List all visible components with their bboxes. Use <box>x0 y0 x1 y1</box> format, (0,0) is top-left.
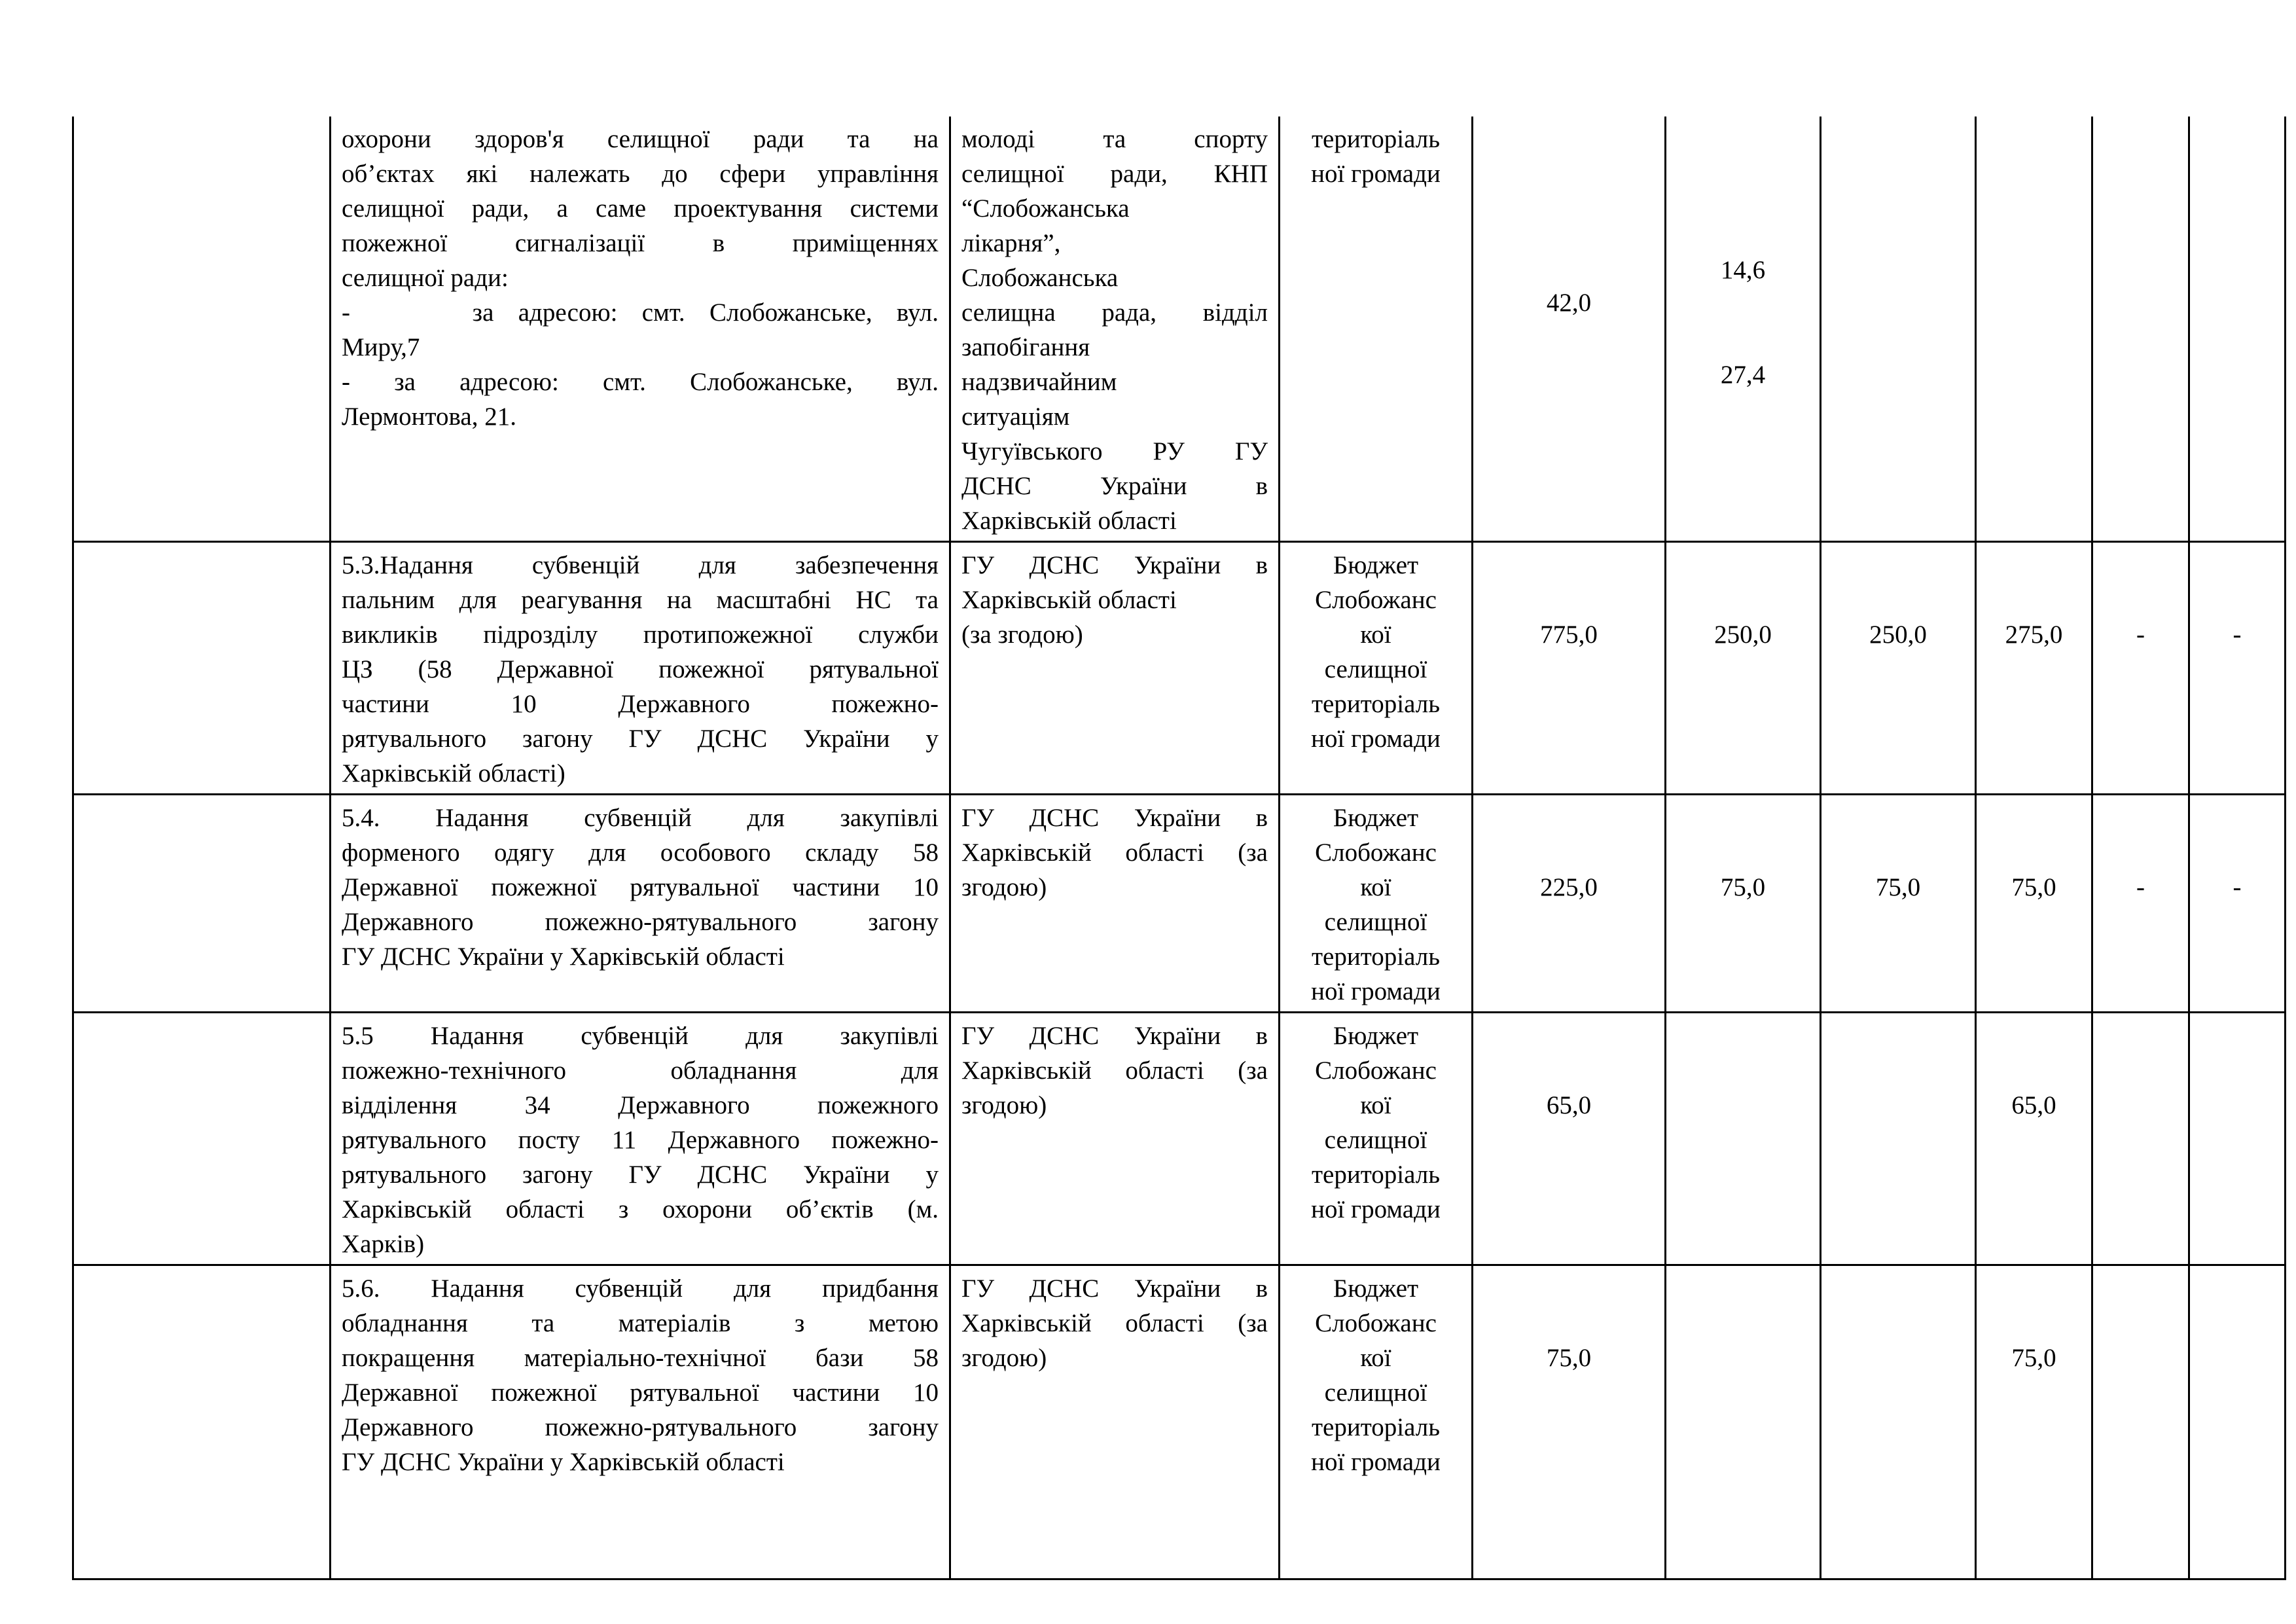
text-line: Чугуївського РУ ГУ <box>961 437 1268 465</box>
text-line: ГУ ДСНС України в <box>961 551 1268 579</box>
text-line: згодою) <box>961 1344 1047 1372</box>
text-line: лікарня”, <box>961 229 1061 257</box>
year3-amount-cell <box>1976 117 2092 542</box>
text-line: територіаль <box>1312 690 1440 718</box>
year3-amount-cell: 75,0 <box>1976 795 2092 1013</box>
text-line: Харківській області (за <box>961 1056 1268 1085</box>
total-amount-cell <box>1473 117 1666 542</box>
year1-amount-cell: 75,0 <box>1666 795 1821 1013</box>
text-line: охорони здоров'я селищної ради та на <box>342 125 939 153</box>
text-line: форменого одягу для особового складу 58 <box>342 839 939 867</box>
text-line: запобігання <box>961 333 1090 361</box>
year3-amount-cell: 65,0 <box>1976 1013 2092 1265</box>
year3-amount-cell: 275,0 <box>1976 542 2092 795</box>
extra-col-1-cell <box>2092 117 2189 542</box>
text-line: 5.6. Надання субвенцій для придбання <box>342 1274 939 1303</box>
text-line: кої <box>1360 873 1391 901</box>
text-line: Державної пожежної рятувальної частини 10 <box>342 873 939 901</box>
text-line: 5.3.Надання субвенцій для забезпечення <box>342 551 939 579</box>
text-line: (за згодою) <box>961 621 1083 649</box>
extra-col-2-cell <box>2189 1013 2286 1265</box>
text-line: кої <box>1360 1344 1391 1372</box>
text-line: територіаль <box>1312 943 1440 971</box>
text-line: територіаль <box>1312 1161 1440 1189</box>
measure-description-cell <box>331 542 950 795</box>
text-line: Державного пожежно-рятувального загону <box>342 1413 939 1441</box>
text-line: селищної ради: <box>342 264 509 292</box>
text-line: ної громади <box>1311 1448 1441 1476</box>
total-amount: 42,0 <box>1546 289 1592 317</box>
text-line: об’єктах які належать до сфери управління <box>342 160 939 188</box>
text-line: Харківській області (за <box>961 1309 1268 1337</box>
row-number-cell <box>73 1265 331 1579</box>
funding-source-cell <box>1280 117 1473 542</box>
text-line: селищної <box>1324 1126 1427 1154</box>
executor-cell <box>950 542 1280 795</box>
table-row <box>73 1013 2286 1265</box>
text-line: - за адресою: смт. Слобожанське, вул. <box>342 298 939 327</box>
text-line: Бюджет <box>1333 804 1419 832</box>
year2-amount-cell: 75,0 <box>1821 795 1976 1013</box>
year2-amount-cell <box>1821 1013 1976 1265</box>
text-line: пожежної сигналізації в приміщеннях <box>342 229 939 257</box>
text-line: ГУ ДСНС України у Харківській області <box>342 943 785 971</box>
text-line: селищної <box>1324 655 1427 683</box>
year1-amount-cell <box>1666 1265 1821 1579</box>
text-line: Бюджет <box>1333 1274 1419 1303</box>
text-line: селищної <box>1324 908 1427 936</box>
measure-description-cell <box>331 117 950 542</box>
text-line: Державної пожежної рятувальної частини 10 <box>342 1379 939 1407</box>
text-line: Лермонтова, 21. <box>342 403 516 431</box>
text-line: Бюджет <box>1333 551 1419 579</box>
text-line: Бюджет <box>1333 1022 1419 1050</box>
text-line: Слобожанська <box>961 264 1119 292</box>
table-row <box>73 795 2286 1013</box>
measure-description-cell <box>331 1265 950 1579</box>
year1-amount-cell: 250,0 <box>1666 542 1821 795</box>
text-line: надзвичайним <box>961 368 1117 396</box>
extra-col-1-cell: - <box>2092 542 2189 795</box>
total-amount-cell: 75,0 <box>1473 1265 1666 1579</box>
text-line: кої <box>1360 621 1391 649</box>
text-line: Харківській області (за <box>961 839 1268 867</box>
table-row <box>73 1265 2286 1579</box>
measure-description-cell <box>331 795 950 1013</box>
year1-amount-a: 14,6 <box>1720 256 1766 284</box>
text-line: Миру,7 <box>342 333 420 361</box>
text-line: ситуаціям <box>961 403 1070 431</box>
text-line: Слобожанс <box>1315 839 1437 867</box>
funding-source-cell <box>1280 1013 1473 1265</box>
extra-col-2-cell <box>2189 1265 2286 1579</box>
text-line: Слобожанс <box>1315 1056 1437 1085</box>
year2-amount-cell <box>1821 1265 1976 1579</box>
text-line: Слобожанс <box>1315 1309 1437 1337</box>
text-line: ЦЗ (58 Державної пожежної рятувальної <box>342 655 939 683</box>
total-amount-cell: 225,0 <box>1473 795 1666 1013</box>
text-line: ДСНС України в <box>961 472 1268 500</box>
table-row <box>73 117 2286 542</box>
row-number-cell <box>73 1013 331 1265</box>
text-line: Харківській області з охорони об’єктів (м. <box>342 1195 939 1223</box>
text-line: ної громади <box>1311 725 1441 753</box>
funding-source-cell <box>1280 795 1473 1013</box>
text-line: Державного пожежно-рятувального загону <box>342 908 939 936</box>
text-line: ГУ ДСНС України у Харківській області <box>342 1448 785 1476</box>
extra-col-2-cell: - <box>2189 542 2286 795</box>
text-line: Харківській області <box>961 586 1177 614</box>
text-line: територіаль <box>1312 1413 1440 1441</box>
text-line: покращення матеріально-технічної бази 58 <box>342 1344 939 1372</box>
text-line: 5.5 Надання субвенцій для закупівлі <box>342 1022 939 1050</box>
text-line: ГУ ДСНС України в <box>961 1274 1268 1303</box>
text-line: пальним для реагування на масштабні НС та <box>342 586 939 614</box>
executor-cell <box>950 1265 1280 1579</box>
row-number-cell <box>73 795 331 1013</box>
text-line: ГУ ДСНС України в <box>961 1022 1268 1050</box>
text-line: відділення 34 Державного пожежного <box>342 1091 939 1119</box>
text-line: згодою) <box>961 1091 1047 1119</box>
total-amount-cell: 775,0 <box>1473 542 1666 795</box>
extra-col-1-cell <box>2092 1013 2189 1265</box>
text-line: молоді та спорту <box>961 125 1268 153</box>
year1-amount-cell <box>1666 117 1821 542</box>
text-line: - за адресою: смт. Слобожанське, вул. <box>342 368 939 396</box>
year2-amount-cell: 250,0 <box>1821 542 1976 795</box>
row-number-cell <box>73 117 331 542</box>
text-line: згодою) <box>961 873 1047 901</box>
table-row <box>73 542 2286 795</box>
text-line: частини 10 Державного пожежно- <box>342 690 939 718</box>
year1-amount-cell <box>1666 1013 1821 1265</box>
text-line: обладнання та матеріалів з метою <box>342 1309 939 1337</box>
year3-amount-cell: 75,0 <box>1976 1265 2092 1579</box>
measure-description-cell <box>331 1013 950 1265</box>
year2-amount-cell <box>1821 117 1976 542</box>
text-line: 5.4. Надання субвенцій для закупівлі <box>342 804 939 832</box>
text-line: Харків) <box>342 1230 425 1258</box>
text-line: кої <box>1360 1091 1391 1119</box>
text-line: селищної ради, а саме проектування системи <box>342 194 939 223</box>
text-line: селищної <box>1324 1379 1427 1407</box>
funding-source-cell <box>1280 542 1473 795</box>
executor-cell <box>950 1013 1280 1265</box>
text-line: рятувального загону ГУ ДСНС України у <box>342 725 939 753</box>
text-line: територіаль <box>1312 125 1440 153</box>
text-line: Слобожанс <box>1315 586 1437 614</box>
text-line: пожежно-технічного обладнання для <box>342 1056 939 1085</box>
text-line: “Слобожанська <box>961 194 1130 223</box>
funding-source-cell <box>1280 1265 1473 1579</box>
text-line: ної громади <box>1311 977 1441 1005</box>
executor-cell <box>950 795 1280 1013</box>
executor-cell <box>950 117 1280 542</box>
year1-amount-b: 27,4 <box>1720 361 1766 389</box>
text-line: рятувального загону ГУ ДСНС України у <box>342 1161 939 1189</box>
text-line: ної громади <box>1311 1195 1441 1223</box>
extra-col-2-cell: - <box>2189 795 2286 1013</box>
text-line: викликів підрозділу протипожежної служби <box>342 621 939 649</box>
extra-col-1-cell: - <box>2092 795 2189 1013</box>
program-measures-table <box>72 117 2286 1580</box>
text-line: рятувального посту 11 Державного пожежно- <box>342 1126 939 1154</box>
row-number-cell <box>73 542 331 795</box>
text-line: Харківській області) <box>342 759 565 787</box>
text-line: селищна рада, відділ <box>961 298 1268 327</box>
text-line: ГУ ДСНС України в <box>961 804 1268 832</box>
text-line: ної громади <box>1311 160 1441 188</box>
extra-col-1-cell <box>2092 1265 2189 1579</box>
extra-col-2-cell <box>2189 117 2286 542</box>
text-line: Харківській області <box>961 507 1177 535</box>
total-amount-cell: 65,0 <box>1473 1013 1666 1265</box>
text-line: селищної ради, КНП <box>961 160 1268 188</box>
